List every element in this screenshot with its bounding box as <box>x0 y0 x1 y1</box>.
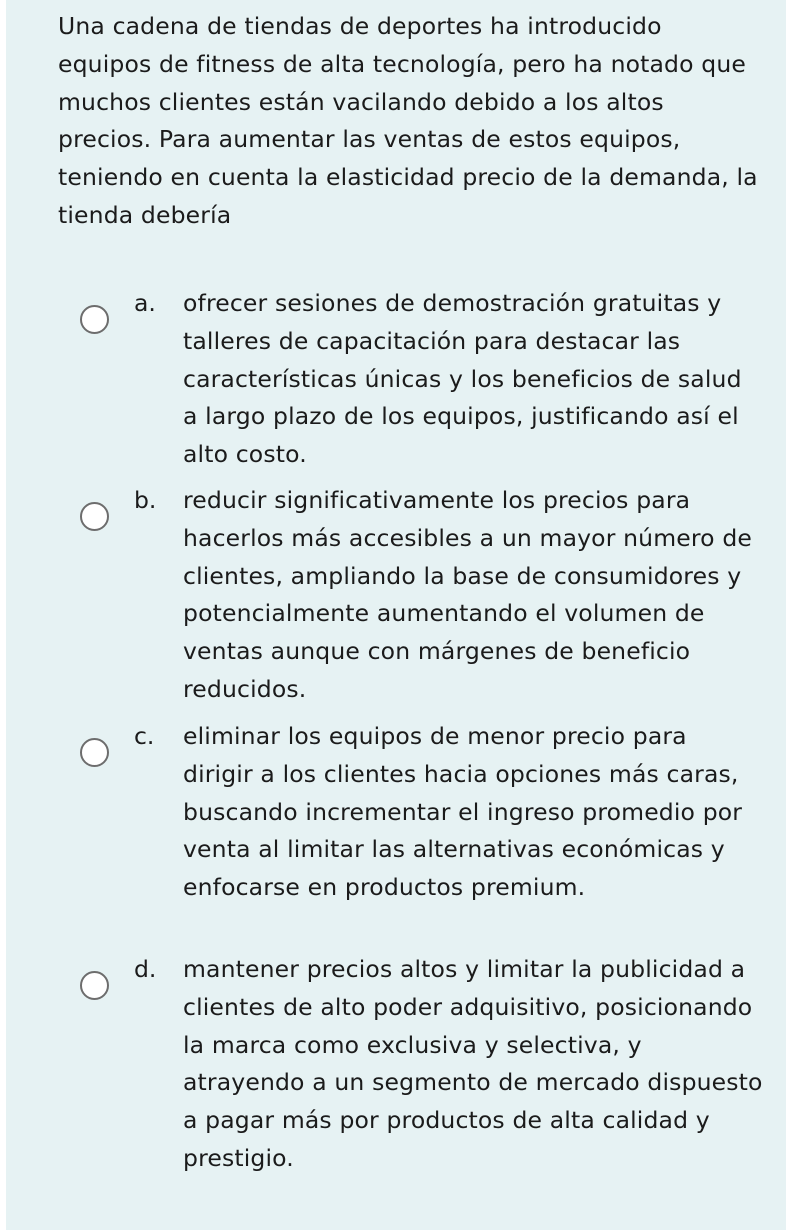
option-c-letter: c. <box>134 722 155 750</box>
option-d-text: mantener precios altos y limitar la publicidad a clientes de alto poder adquisitivo, posicionando la marca como exclusiva y selectiva, y atrayendo a un segmento de mercado dispuesto a pagar más por productos de alta calidad y prestigio. <box>183 955 763 1172</box>
option-d-letter: d. <box>134 955 157 983</box>
option-b-text: reducir significativamente los precios para hacerlos más accesibles a un mayor número de clientes, ampliando la base de consumidores y potencialmente aumentando el volumen de ventas aunque con márgenes de beneficio reducidos. <box>183 486 752 703</box>
option-c-text: eliminar los equipos de menor precio para dirigir a los clientes hacia opciones más caras, buscando incrementar el ingreso promedio por venta al limitar las alternativas económicas y enfocarse en productos premium. <box>183 722 743 902</box>
question-card <box>6 0 786 1230</box>
option-c-radio[interactable] <box>80 738 109 767</box>
option-b-radio[interactable] <box>80 502 109 531</box>
question-text: Una cadena de tiendas de deportes ha introducido equipos de fitness de alta tecnología, pero ha notado que muchos clientes están vacilando debido a los altos precios. Para aumentar las ventas de estos equipos, teniendo en cuenta la elasticidad precio de la demanda, la tienda debería <box>58 12 758 229</box>
option-a-radio[interactable] <box>80 305 109 334</box>
option-d-radio[interactable] <box>80 971 109 1000</box>
option-a-letter: a. <box>134 289 156 317</box>
option-a-text: ofrecer sesiones de demostración gratuitas y talleres de capacitación para destacar las características únicas y los beneficios de salud a largo plazo de los equipos, justificando así el alto costo. <box>183 289 742 469</box>
option-b-letter: b. <box>134 486 157 514</box>
